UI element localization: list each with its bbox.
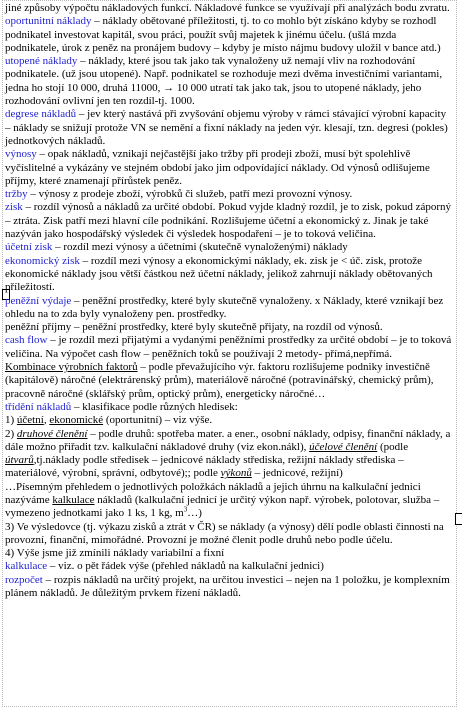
term-ucetni: účetní [16,414,44,427]
paragraph-kombinace: Kombinace výrobních faktorů – podle převažujícího výr. faktoru rozlišujeme podniky investičně (kapitálově) náročné (elektrárenský prům), materiálově náročné (potravinářský, chemický prům), pracovně náročné (sklářský prům, optický prům), energeticky náročné… [5,361,434,400]
term-druhove: druhové členění [16,427,88,440]
paragraph-point-3: 3) Ve výsledovce (tj. výkazu zisků a ztrát v ČR) se náklady (a výnosy) dělí podle oblasti činnosti na provozní, finanční, mimořádné. Provozní je možné členit podle druhů nebo podle účelu. [5,520,444,546]
paragraph-utopene: utopené náklady – náklady, které jsou tak jako tak vynaloženy už nemají vliv na rozhodování podnikatele. (už jsou utopené). Např. podnikatel se rozhoduje mezi dvěma investičními variantami, jedna ho stojí 10 000, druhá 11000, → 10 000 utratí tak jako tak, jsou to utopené náklady, jeho rozhodování ovlivní jen ten rozdíl-tj. 1000. [5,55,443,108]
term-utvaru: útvarů [5,454,34,467]
paragraph-degrese: degrese nákladů – jev který nastává při zvyšování objemu výroby v rámci stávající výrobní kapacity – náklady se snižují protože VN se nemění a fixní náklady na jeden výr. klesají, tzn. degresi (pokles) jednotkových nákladů. [5,108,448,147]
paragraph-point-1: 1) účetní, ekonomické (oportunitní) – viz výše. [5,414,213,427]
term-vykonu: výkonů [220,467,252,480]
term-trideni: třídění nákladů [5,400,72,413]
term-penezni-vydaje: peněžní výdaje [5,294,72,307]
paragraph-kalkulace: kalkulace – viz. o pět řádek výše (přehled nákladů na kalkulační jednici) [5,560,324,573]
paragraph-oportunitni: oportunitní náklady – náklady obětované příležitosti, tj. to co mohlo být získáno kdyby se rozhodl podnikatel investovat kapitál, svou práci, použít svůj majetek k jinému účelu. (ušlá mzda podnikatele, úrok z peněz na pronájem budovy – kdyby je místo nájmu budovy uložil v bance atd.) [5,15,441,54]
paragraph-trideni: třídění nákladů – klasifikace podle různých hledisek: [5,400,238,413]
term-oportunitni: oportunitní náklady [5,15,92,28]
term-ekonomicke: ekonomické [49,414,104,427]
paragraph-ucetni-zisk: účetní zisk – rozdíl mezi výnosy a účetními (skutečně vynaloženými) náklady [5,241,348,254]
term-kombinace: Kombinace výrobních faktorů [5,361,138,374]
paragraph-zisk: zisk – rozdíl výnosů a nákladů za určité období. Pokud vyjde kladný rozdíl, je to zisk, pokud záporný – ztráta. Zisk patří mezi hlavní cíle podnikání. Rozlišujeme účetní a ekonomický z. Jinak je také nazýván jako hospodářský výsledek či výsledek hospodaření – je to toková veličina. [5,201,452,241]
paragraph-point-2: 2) druhové členění – podle druhů: spotřeba mater. a ener., osobní náklady, odpisy, finanční náklady, a dále možno přiřadit tzv. kalkulační nákladové druhy (viz ekon.nákl), účelové členění (podle útvarů,tj.náklady podle středisek – jednicové náklady střediska, režijní náklady střediska – materiálové, výrobní, správní, odbytové);; podle výkonů – jednicové, režijní) [5,427,451,480]
term-kalkulace-inline: kalkulace [52,493,95,506]
term-rozpocet: rozpočet [5,573,43,586]
margin-marker [455,513,462,525]
term-cash-flow: cash flow [5,334,48,347]
term-trzby: tržby [5,188,28,201]
paragraph-kalkulace-text: …Písemným přehledem o jednotlivých položkách nákladů a jejich úhrnu na kalkulační jednici nazýváme kalkulace nákladů (kalkulační jednicí je určitý výkon např. výrobek, polotovar, služba – vymezeno jednotkami jako 1 ks, 1 kg, $m^3\dots$) [5,480,440,520]
document-body[interactable] [5,2,452,600]
paragraph-vynosy: výnosy – opak nákladů, vznikají nejčastější jako tržby při prodeji zboží, musí být spolehlivě vyčíslitelné a vykázány ve stejném období jako jim odpovídající náklady. Od výnosů odlišujeme příjmy, které znamenají přírůstek peněz. [5,148,430,187]
term-ekonomicky-zisk: ekonomický zisk [5,254,80,267]
paragraph-cash-flow: cash flow – je rozdíl mezi přijatými a vydanými peněžními prostředky za určité období – je to toková veličina. Na výpočet cash flow – peněžních toků se používají 2 metody- přímá,nepřímá. [5,334,452,360]
term-degrese: degrese nákladů [5,108,77,121]
term-utopene: utopené náklady [5,55,78,68]
paragraph-ekonomicky-zisk: ekonomický zisk – rozdíl mezi výnosy a ekonomickými náklady, ek. zisk je < úč. zisk, protože ekonomické náklady jsou větší částkou než účetní náklady, jelikož zahrnují náklady obětovaných příležitostí. [5,254,433,294]
paragraph-penezni-prijmy: peněžní příjmy – peněžní prostředky, které byly skutečně přijaty, na rozdíl od výnosů. [5,321,383,334]
paragraph-rozpocet: rozpočet – rozpis nákladů na určitý projekt, na určitou investici – nejen na 1 položku, je komplexním plánem nákladů. Je důležitým prvkem řízení nákladů. [5,573,450,600]
term-ucetni-zisk: účetní zisk [5,241,53,254]
term-zisk: zisk [5,201,23,214]
term-ucelove: účelové členění [309,440,378,453]
paragraph-intro: jiné způsoby výpočtu nákladových funkcí. Nákladové funkce se využívají při analýzách bodu zvratu. [5,2,450,14]
paragraph-point-4: 4) Výše jsme již zmínili náklady variabilní a fixní [5,547,225,560]
term-vynosy: výnosy [5,148,37,161]
term-kalkulace: kalkulace [5,560,48,573]
paragraph-trzby: tržby – výnosy z prodeje zboží, výrobků či služeb, patří mezi provozní výnosy. [5,188,353,201]
paragraph-penezni-vydaje: peněžní výdaje – peněžní prostředky, které byly skutečně vynaloženy. x Náklady, které vznikají bez ohledu na to zda byly vynaloženy pen. prostředky. [5,294,444,320]
